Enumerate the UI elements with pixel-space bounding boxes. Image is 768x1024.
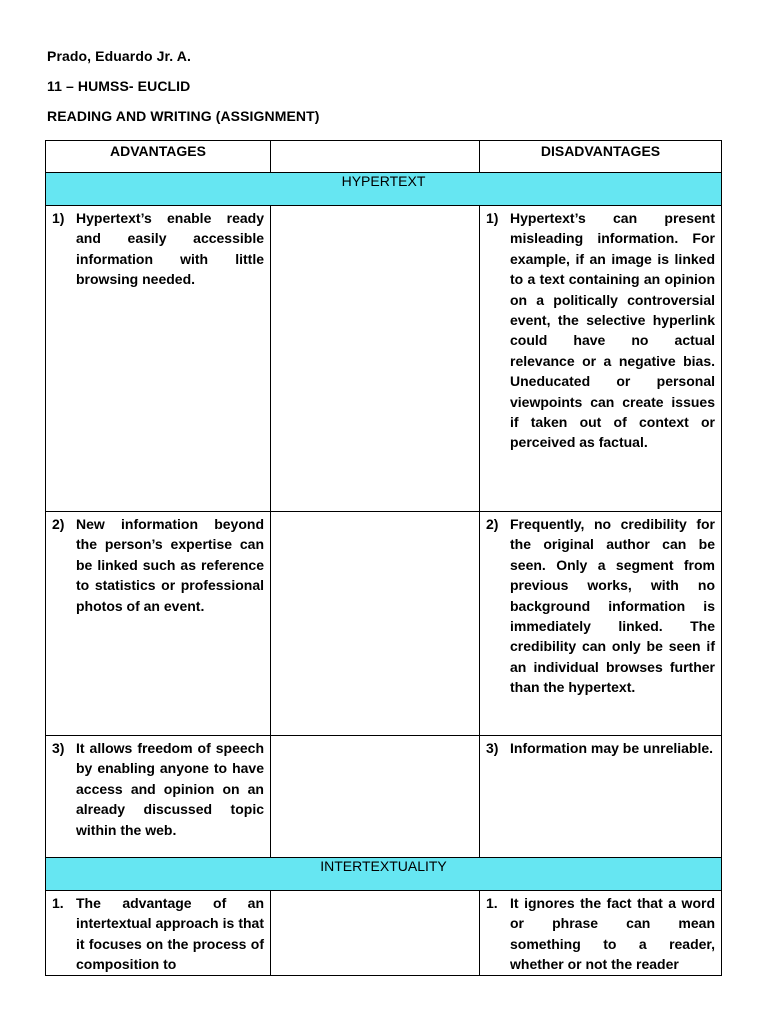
class-section: 11 – HUMSS- EUCLID <box>47 78 191 94</box>
disadvantages-header: DISADVANTAGES <box>480 141 722 173</box>
item-number: 1. <box>486 895 498 911</box>
disadvantage-text: Information may be unreliable. <box>510 740 714 756</box>
table-row <box>46 206 722 512</box>
disadvantage-cell <box>480 206 722 512</box>
student-name: Prado, Eduardo Jr. A. <box>47 48 191 64</box>
middle-header <box>271 141 480 173</box>
disadvantage-text: Hypertext’s can present misleading information. For example, if an image is linked to a text containing an opinion on a politically controversial event, the selective hyperlink could have no actual relevance or a negative bias. Uneducated or personal viewpoints can create issues if taken out of context or perceived as factual. <box>510 210 715 451</box>
advantage-cell <box>46 736 271 858</box>
assignment-title: READING AND WRITING (ASSIGNMENT) <box>47 108 320 124</box>
section-title-hypertext: HYPERTEXT <box>46 173 722 206</box>
empty-cell <box>271 512 480 736</box>
disadvantage-text: Frequently, no credibility for the original author can be seen. Only a segment from previous works, with no background information is immediately linked. The credibility can only be seen if an individual browses further than the hypertext. <box>510 516 715 696</box>
section-title-intertextuality: INTERTEXTUALITY <box>46 858 722 891</box>
advantage-text: The advantage of an intertextual approach is that it focuses on the process of composition to <box>76 895 264 973</box>
empty-cell <box>271 891 480 976</box>
advantage-cell <box>46 891 271 976</box>
table-row <box>46 736 722 858</box>
advantage-text: Hypertext’s enable ready and easily accessible information with little browsing needed. <box>76 210 264 288</box>
table-row <box>46 891 722 976</box>
section-row-hypertext <box>46 173 722 206</box>
column-header-row <box>46 141 722 173</box>
empty-cell <box>271 206 480 512</box>
item-number: 1) <box>486 210 499 226</box>
item-number: 2) <box>486 516 499 532</box>
advantage-text: New information beyond the person’s expertise can be linked such as reference to statistics or professional photos of an event. <box>76 516 264 614</box>
section-row-intertextuality <box>46 858 722 891</box>
item-number: 2) <box>52 516 65 532</box>
item-number: 1) <box>52 210 65 226</box>
advantage-text: It allows freedom of speech by enabling anyone to have access and opinion on an already discussed topic within the web. <box>76 740 264 838</box>
disadvantage-cell <box>480 891 722 976</box>
disadvantage-text: It ignores the fact that a word or phrase can mean something to a reader, whether or not the reader <box>510 895 715 973</box>
item-number: 3) <box>52 740 65 756</box>
table-row <box>46 512 722 736</box>
advantage-cell <box>46 512 271 736</box>
advantages-header: ADVANTAGES <box>46 141 271 173</box>
advantage-cell <box>46 206 271 512</box>
disadvantage-cell <box>480 512 722 736</box>
item-number: 3) <box>486 740 499 756</box>
comparison-table <box>45 140 722 976</box>
item-number: 1. <box>52 895 64 911</box>
empty-cell <box>271 736 480 858</box>
disadvantage-cell <box>480 736 722 858</box>
